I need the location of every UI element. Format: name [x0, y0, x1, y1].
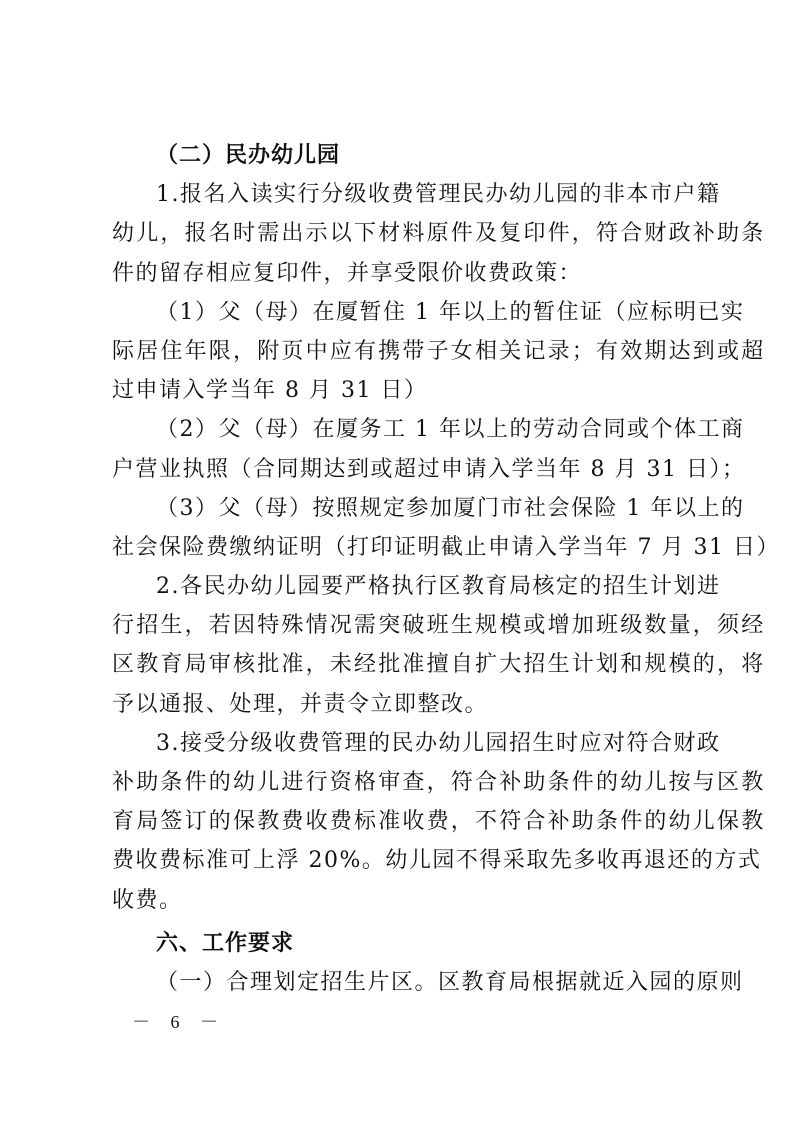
paragraph-line: （3）父（母）按照规定参加厦门市社会保险 1 年以上的	[156, 495, 745, 521]
paragraph-line: 1.报名入读实行分级收费管理民办幼儿园的非本市户籍	[156, 182, 721, 208]
paragraph-line: （2）父（母）在厦务工 1 年以上的劳动合同或个体工商	[156, 417, 745, 443]
paragraph-line: 际居住年限，附页中应有携带子女相关记录；有效期达到或超	[112, 338, 766, 364]
section-heading-private-kindergarten: （二）民办幼儿园	[156, 143, 341, 168]
page-number: － 6 －	[132, 1012, 226, 1032]
paragraph-line: 2.各民办幼儿园要严格执行区教育局核定的招生计划进	[156, 574, 721, 600]
paragraph-line: （一）合理划定招生片区。区教育局根据就近入园的原则	[156, 969, 744, 995]
paragraph-line: 予以通报、处理，并责令立即整改。	[112, 691, 489, 717]
paragraph-line: 3.接受分级收费管理的民办幼儿园招生时应对符合财政	[156, 730, 721, 756]
paragraph-line: 幼儿，报名时需出示以下材料原件及复印件，符合财政补助条	[112, 221, 766, 247]
paragraph-line: 收费。	[112, 887, 183, 913]
document-body	[112, 136, 780, 1002]
paragraph-line: 区教育局审核批准，未经批准擅自扩大招生计划和规模的，将	[112, 652, 766, 678]
paragraph-line: 社会保险费缴纳证明（打印证明截止申请入学当年 7 月 31 日）	[112, 534, 780, 560]
paragraph-line: （1）父（母）在厦暂住 1 年以上的暂住证（应标明已实	[156, 299, 745, 325]
paragraph-line: 件的留存相应复印件，并享受限价收费政策：	[112, 260, 583, 286]
paragraph-line: 行招生，若因特殊情况需突破班生规模或增加班级数量，须经	[112, 613, 766, 639]
paragraph-line: 户营业执照（合同期达到或超过申请入学当年 8 月 31 日）；	[112, 456, 746, 482]
paragraph-line: 过申请入学当年 8 月 31 日）	[112, 378, 428, 404]
paragraph-line: 补助条件的幼儿进行资格审查，符合补助条件的幼儿按与区教	[112, 770, 766, 795]
section-heading-work-requirements: 六、工作要求	[156, 930, 295, 956]
paragraph-line: 育局签订的保教费收费标准收费，不符合补助条件的幼儿保教	[112, 809, 766, 835]
paragraph-line: 费收费标准可上浮 20%。幼儿园不得采取先多收再退还的方式	[112, 848, 762, 874]
